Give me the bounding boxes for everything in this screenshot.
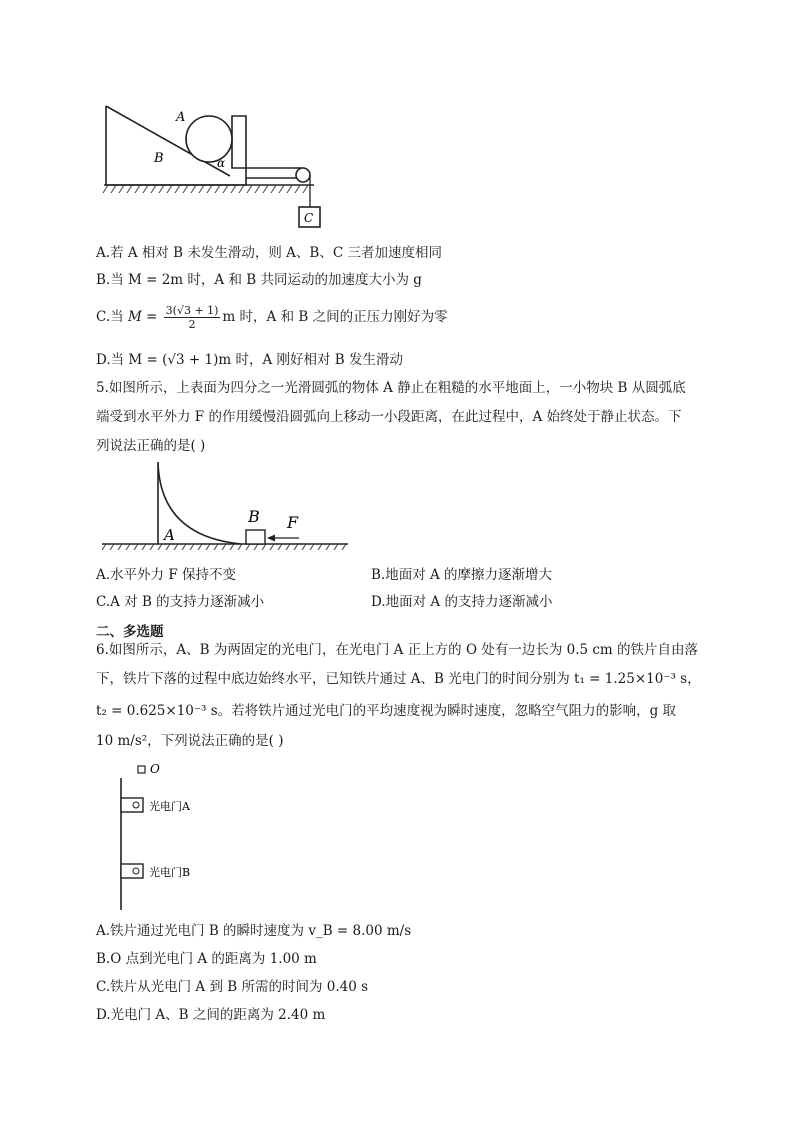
label-alpha: α	[217, 156, 226, 170]
fraction-numerator: 3(√3 + 1)	[165, 304, 219, 317]
label-a: A	[176, 110, 186, 125]
section-heading: 二、多选题	[96, 624, 164, 640]
fraction-denominator: 2	[188, 318, 196, 331]
q4-option-d: D.当 M = (√3 + 1)m 时，A 刚好相对 B 发生滑动	[96, 352, 403, 368]
q5-option-b: B.地面对 A 的摩擦力逐渐增大	[371, 567, 553, 583]
q6-stem-line-2: 下，铁片下落的过程中底边始终水平，已知铁片通过 A、B 光电门的时间分别为 t₁ = 1.25×10⁻³ s，	[96, 671, 701, 687]
label-a: A	[164, 526, 175, 544]
photogate-b	[121, 864, 143, 878]
photogate-a	[121, 798, 143, 812]
ground-hatch	[102, 544, 346, 550]
label-gate-b: 光电门B	[149, 866, 191, 879]
q6-option-a: A.铁片通过光电门 B 的瞬时速度为 v_B = 8.00 m/s	[96, 923, 412, 939]
q5-option-c: C.A 对 B 的支持力逐渐减小	[96, 594, 265, 610]
q4c-m: M =	[127, 309, 162, 325]
q5-stem-line-3: 列说法正确的是( )	[96, 438, 206, 454]
gate-b-sensor	[133, 868, 139, 874]
q5-stem-line-1: 5.如图所示，上表面为四分之一光滑圆弧的物体 A 静止在粗糙的水平地面上，一小物块 B 从圆弧底	[96, 380, 686, 396]
q4c-prefix: C.当	[96, 309, 128, 325]
q6-option-c: C.铁片从光电门 A 到 B 所需的时间为 0.40 s	[96, 979, 369, 995]
label-gate-a: 光电门A	[149, 800, 190, 813]
iron-plate-o	[138, 766, 145, 773]
q5-option-d: D.地面对 A 的支持力逐渐减小	[371, 594, 553, 610]
q4-option-b: B.当 M = 2m 时，A 和 B 共同运动的加速度大小为 g	[96, 272, 422, 288]
fraction	[164, 304, 221, 331]
q6-stem-line-4: 10 m/s²，下列说法正确的是( )	[96, 733, 284, 749]
arrow-head	[267, 535, 275, 542]
q4-option-a: A.若 A 相对 B 未发生滑动，则 A、B、C 三者加速度相同	[96, 245, 442, 261]
figure-photogates	[110, 758, 230, 913]
q6-stem-line-1: 6.如图所示，A、B 为两固定的光电门，在光电门 A 正上方的 O 处有一边长为 0.5 cm 的铁片自由落	[96, 642, 699, 658]
label-c: C	[304, 211, 314, 225]
q6-option-d: D.光电门 A、B 之间的距离为 2.40 m	[96, 1007, 326, 1023]
q4-option-c	[96, 304, 448, 331]
label-f: F	[287, 513, 299, 532]
q6-stem-line-3: t₂ = 0.625×10⁻³ s。若将铁片通过光电门的平均速度视为瞬时速度，忽略空气阻力的影响，g 取	[96, 703, 677, 719]
gate-a-sensor	[133, 802, 139, 808]
block-b	[246, 530, 265, 544]
label-b: B	[248, 507, 260, 526]
label-b: B	[154, 151, 164, 166]
q5-option-a: A.水平外力 F 保持不变	[96, 567, 236, 583]
figure-wedge-pulley	[96, 96, 336, 231]
q6-option-b: B.O 点到光电门 A 的距离为 1.00 m	[96, 951, 317, 967]
q5-stem-line-2: 端受到水平外力 F 的作用缓慢沿圆弧向上移动一小段距离，在此过程中，A 始终处于静止状态。下	[96, 409, 682, 425]
figure-arc-block	[96, 458, 356, 558]
ground-hatch	[103, 185, 308, 193]
label-o: O	[150, 762, 160, 776]
q4c-suffix: m 时，A 和 B 之间的正压力刚好为零	[222, 309, 448, 325]
pulley	[296, 168, 310, 182]
